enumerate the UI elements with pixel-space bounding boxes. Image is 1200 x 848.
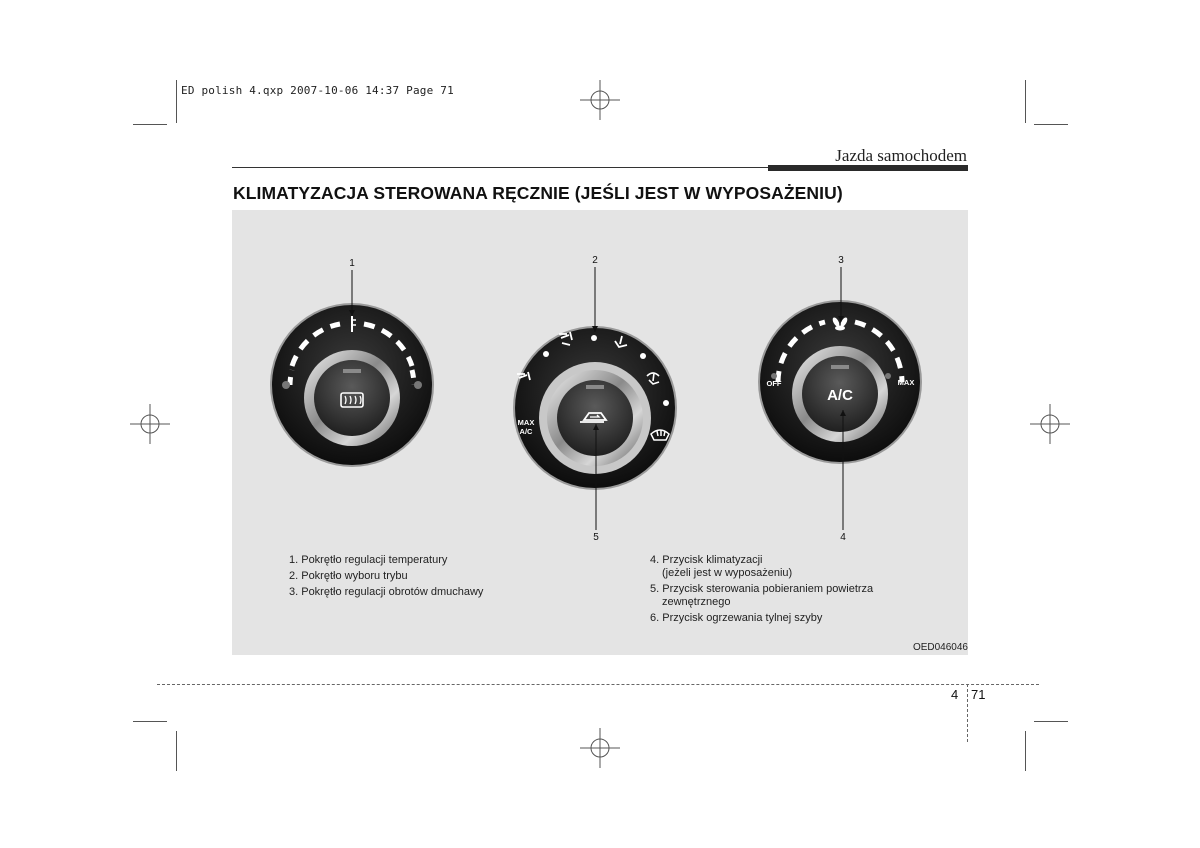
crop-mark — [1034, 721, 1068, 722]
max-ac-label-line2: A/C — [519, 427, 533, 436]
callout-number-2: 2 — [592, 255, 598, 266]
footer-rule — [157, 684, 1039, 685]
caption-item — [650, 583, 873, 609]
caption-item — [650, 554, 873, 580]
registration-mark-icon — [580, 80, 620, 120]
caption-item — [650, 612, 873, 625]
crop-mark — [176, 80, 177, 123]
crop-mark — [133, 124, 167, 125]
chapter-number: 4 — [951, 687, 959, 702]
ac-button-label[interactable]: A/C — [827, 387, 853, 404]
captions-right — [650, 554, 873, 628]
temperature-knob[interactable] — [270, 303, 434, 467]
callout-number-4: 4 — [840, 532, 846, 543]
section-title: Jazda samochodem — [835, 146, 967, 165]
page-number-divider — [967, 684, 968, 742]
print-slug: ED polish 4.qxp 2007-10-06 14:37 Page 71 — [181, 84, 454, 97]
registration-mark-icon — [1030, 404, 1070, 444]
caption-item: 1. Pokrętło regulacji temperatury — [289, 554, 448, 566]
header-bar — [768, 165, 968, 171]
caption-line: zewnętrznego — [662, 596, 731, 608]
fan-max-label: MAX — [897, 378, 915, 387]
crop-mark — [1034, 124, 1068, 125]
callout-2 — [592, 255, 598, 332]
callout-number-3: 3 — [838, 255, 844, 266]
caption-item: 3. Pokrętło regulacji obrotów dmuchawy — [289, 586, 484, 598]
caption-line: 6. Przycisk ogrzewania tylnej szyby — [650, 612, 823, 624]
registration-mark-icon — [580, 728, 620, 768]
callout-number-1: 1 — [349, 258, 355, 269]
fan-off-label: OFF — [766, 379, 782, 388]
mode-knob[interactable] — [513, 326, 677, 490]
figure-code: OED046046 — [912, 642, 968, 653]
climate-control-figure — [232, 210, 968, 655]
caption-line: 5. Przycisk sterowania pobieraniem powietrza — [650, 583, 874, 595]
page-number: 71 — [971, 687, 986, 702]
crop-mark — [176, 731, 177, 771]
max-ac-label-line1: MAX — [517, 418, 535, 427]
caption-line: 4. Przycisk klimatyzacji — [650, 554, 763, 566]
fan-speed-knob[interactable] — [758, 300, 922, 464]
caption-item: 2. Pokrętło wyboru trybu — [289, 570, 408, 582]
crop-mark — [1025, 731, 1026, 771]
page-title: KLIMATYZACJA STEROWANA RĘCZNIE (JEŚLI JEST W WYPOSAŻENIU) — [233, 183, 843, 203]
crop-mark — [1025, 80, 1026, 123]
header-rule — [232, 167, 768, 168]
callout-number-5: 5 — [593, 532, 599, 543]
registration-mark-icon — [130, 404, 170, 444]
captions-left — [289, 554, 483, 602]
caption-line: (jeżeli jest w wyposażeniu) — [662, 567, 793, 579]
crop-mark — [133, 721, 167, 722]
